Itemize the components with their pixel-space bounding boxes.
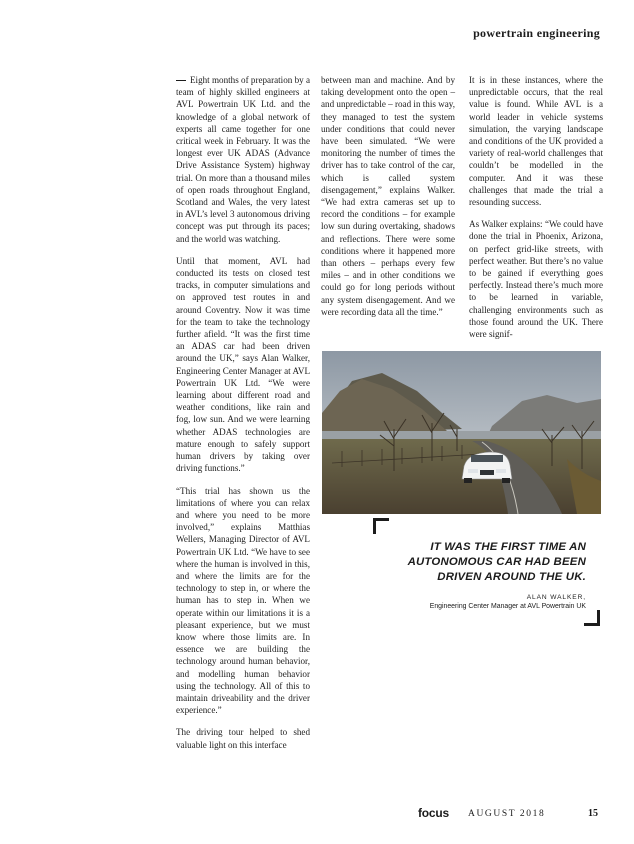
paragraph: “This trial has shown us the limitations of where you can relax and where you need to be more involved,” explains Matthias Wellers, Managing Director of AVL Powertrain UK Ltd. “We have to see where the human is involved in this, and where the limits are for the technology to step in, or where the human has to step in. When we operate within our limitations it is a pleasant experience, but we must know where those limits are. In essence we are building the technology around human behavior, and modelling human behavior using the technology. All of this to maintain driveability and the driver experience.” [176, 485, 310, 716]
lead-dash [176, 80, 186, 81]
paragraph: Until that moment, AVL had conducted its tests on closed test tracks, in computer simulations and on approved test routes in and around Coventry. Now it was time for the team to take the technology further afield. “It was the first time an ADAS car had been driven around the UK,” says Alan Walker, Engineering Center Manager at AVL Powertrain UK Ltd. “We were learning about different road and weather conditions, like rain and fog, low sun. And we were learning whether ADAS technologies are mature enough to safely support human drivers by taking over driving functions.” [176, 255, 310, 474]
article-column-1 [176, 74, 310, 761]
quote-corner-bottom-right [584, 610, 600, 626]
quote-attribution-role: Engineering Center Manager at AVL Powertrain UK [429, 603, 586, 610]
quote-attribution-name: ALAN WALKER, [526, 594, 586, 601]
page-number: 15 [588, 808, 598, 819]
section-title: powertrain engineering [473, 26, 600, 40]
paragraph-text: Eight months of preparation by a team of highly skilled engineers at AVL Powertrain UK Ltd. and the knowledge of a global network of experts all came together for one critical week in February. It was the longest ever UK ADAS (Advance Drive Assistance System) highway trial. On more than a thousand miles of open roads throughout England, Scotland and Wales, the very latest in AVL’s level 3 autonomous driving concept was put through its paces; and the world was watching. [176, 75, 310, 244]
article-column-3 [469, 74, 603, 350]
car-on-road-photo [322, 351, 601, 514]
paragraph: between man and machine. And by taking development onto the open – and unpredictable – road in this way, they managed to test the system under conditions that could never have been simulated. “We were monitoring the number of times the driver has to take control of the car, which is called system disengagement,” explains Walker. “We had extra cameras set up to record the conditions – for example low sun during overtaking, shadows and reflections. There were some conditions where it happened more than others – perhaps every few miles – and in other conditions we could go for long periods without any system disengagement. And we were recording data all the time.” [321, 75, 456, 317]
issue-date: AUGUST 2018 [468, 809, 546, 819]
pull-quote [370, 518, 602, 626]
paragraph: As Walker explains: “We could have done the trial in Phoenix, Arizona, on perfect grid-like streets, with perfect weather. But there’s no value to be gained if everything goes perfectly. Instead there’s much more to be learned in variable, challenging environments such as those found around the UK. There were signif- [469, 219, 603, 340]
article-column-2 [321, 74, 455, 328]
paragraph [176, 74, 310, 245]
paragraph: It is in these instances, where the unpredictable occurs, that the real value is found. While AVL is a world leader in vehicle systems simulation, the varying landscape and conditions of the UK provided a variety of real-world challenges that couldn’t be modelled in the computer. And it was these challenges that made the trial a resounding success. [469, 75, 603, 208]
pull-quote-text: IT WAS THE FIRST TIME AN AUTONOMOUS CAR HAD BEEN DRIVEN AROUND THE UK. [407, 541, 586, 583]
magazine-logo: focus [418, 806, 450, 820]
quote-corner-top-left [373, 518, 389, 534]
paragraph: The driving tour helped to shed valuable light on this interface [176, 727, 310, 750]
